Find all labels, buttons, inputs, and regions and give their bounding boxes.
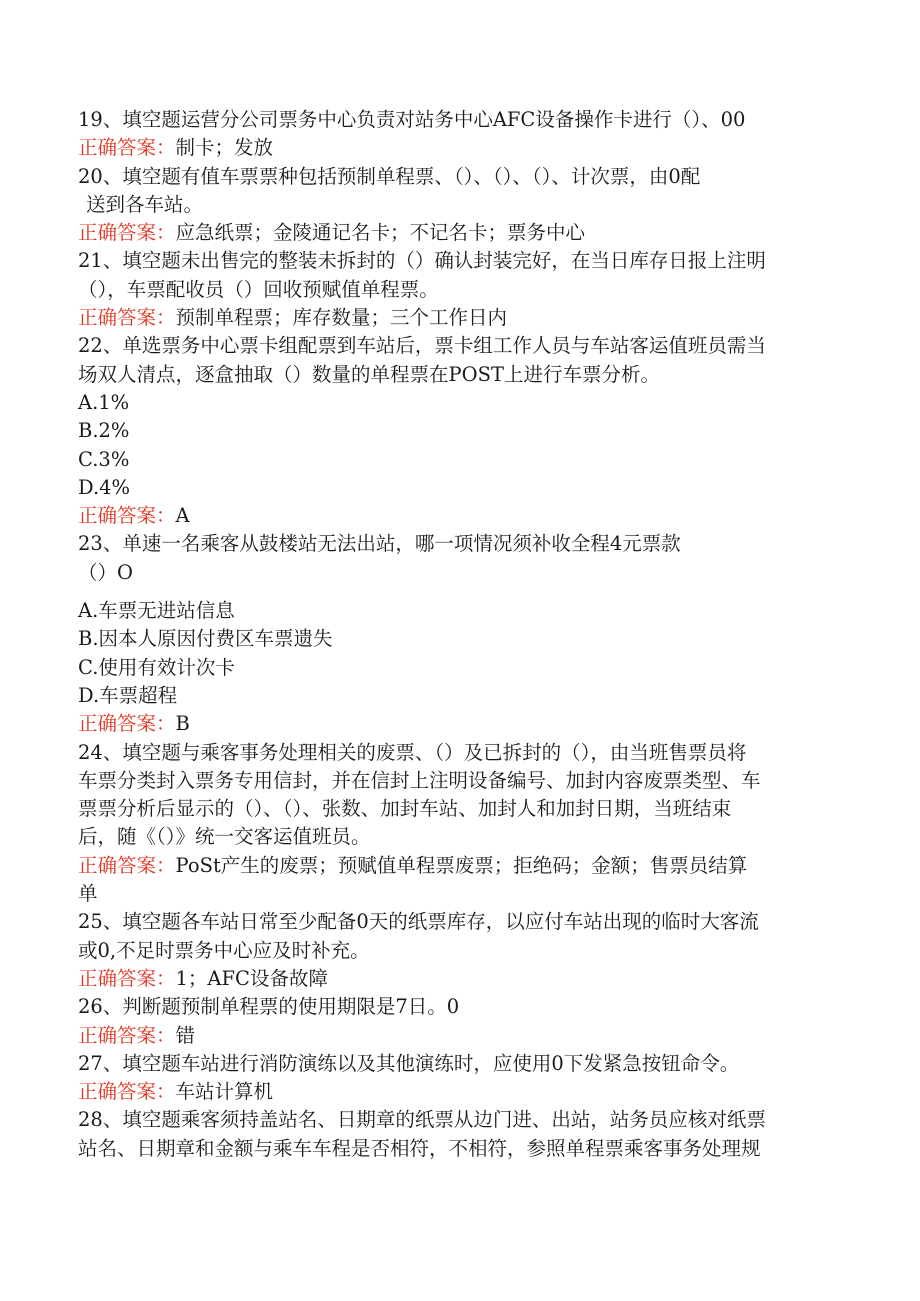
answer-option: D.4%	[78, 475, 131, 499]
correct-answer-label: 正确答案：	[78, 136, 176, 160]
correct-answer-value: 制卡；发放	[175, 136, 274, 160]
question-text: 24、填空题与乘客事务处理相关的废票、（）及已拆封的（），由当班售票员将	[78, 740, 747, 764]
question-text: 19、填空题运营分公司票务中心负责对站务中心AFC设备操作卡进行（）、00	[78, 108, 746, 131]
correct-answer-value: A	[175, 504, 190, 528]
question-block	[78, 247, 838, 332]
question-text-continued: 场双人清点，逐盒抽取（）数量的单程票在POST上进行车票分析。	[78, 362, 660, 386]
correct-answer	[78, 502, 838, 530]
question-block	[78, 163, 838, 248]
correct-answer-label: 正确答案：	[78, 853, 176, 877]
spacer	[78, 587, 838, 597]
answer-option: D.车票超程	[78, 683, 178, 707]
answer-option: C.使用有效计次卡	[78, 655, 235, 679]
correct-answer	[78, 852, 838, 880]
answer-option: C.3%	[78, 447, 130, 471]
correct-answer-label: 正确答案：	[78, 1023, 176, 1047]
question-text-continued: 后，随《（）》统一交客运值班员。	[78, 825, 371, 849]
question-text-continued: 或0,不足时票务中心应及时补充。	[78, 938, 370, 962]
question-text: 26、判断题预制单程票的使用期限是7日。0	[78, 995, 460, 1019]
question-text: 27、填空题车站进行消防演练以及其他演练时，应使用0下发紧急按钮命令。	[78, 1051, 740, 1075]
question-text: 22、单选票务中心票卡组配票到车站后，票卡组工作人员与车站客运值班员需当	[78, 334, 766, 358]
correct-answer-value: 应急纸票；金陵通记名卡；不记名卡；票务中心	[175, 221, 586, 245]
question-text-continued: （），车票配收员（）回收预赋值单程票。	[78, 277, 439, 301]
answer-option: B.2%	[78, 419, 130, 443]
correct-answer	[78, 219, 838, 247]
question-block	[78, 106, 838, 163]
correct-answer	[78, 710, 838, 738]
question-text: 28、填空题乘客须持盖站名、日期章的纸票从边门进、出站，站务员应核对纸票	[78, 1108, 766, 1132]
correct-answer	[78, 1022, 838, 1050]
question-block	[78, 908, 838, 993]
question-text-continued: 车票分类封入票务专用信封，并在信封上注明设备编号、加封内容废票类型、车	[78, 768, 761, 792]
answer-option: B.因本人原因付费区车票遗失	[78, 627, 333, 651]
correct-answer-label: 正确答案：	[78, 712, 176, 736]
question-text-continued: 送到各车站。	[86, 192, 204, 216]
correct-answer-value: 单	[78, 882, 98, 906]
correct-answer-label: 正确答案：	[78, 966, 176, 990]
correct-answer-label: 正确答案：	[78, 504, 176, 528]
correct-answer	[78, 304, 838, 332]
question-text: 23、单速一名乘客从鼓楼站无法出站，哪一项情况须补收全程4元票款	[78, 532, 681, 556]
question-text-continued: 站名、日期章和金额与乘车车程是否相符，不相符，参照单程票乘客事务处理规	[78, 1136, 761, 1160]
question-text-continued: 票票分析后显示的（）、（）、张数、加封车站、加封人和加封日期，当班结束	[78, 797, 732, 821]
question-block	[78, 530, 838, 738]
answer-option: A.1%	[78, 390, 130, 414]
correct-answer-value: 错	[175, 1023, 196, 1047]
question-text: 25、填空题各车站日常至少配备0天的纸票库存，以应付车站出现的临时大客流	[78, 910, 759, 934]
question-block	[78, 1050, 838, 1107]
question-block	[78, 739, 838, 909]
answer-option: A.车票无进站信息	[78, 599, 235, 623]
correct-answer-value: B	[175, 712, 190, 736]
question-text-continued: （）O	[78, 560, 133, 584]
correct-answer-value: 车站计算机	[175, 1080, 274, 1104]
correct-answer-label: 正确答案：	[78, 221, 176, 245]
correct-answer-value: 预制单程票；库存数量；三个工作日内	[175, 306, 508, 330]
question-text: 21、填空题未出售完的整装未拆封的（）确认封装完好，在当日库存日报上注明	[78, 249, 766, 273]
question-list	[78, 106, 838, 1163]
question-block	[78, 1106, 838, 1163]
correct-answer-value: 1；AFC设备故障	[175, 966, 328, 990]
correct-answer-continued	[78, 880, 838, 908]
correct-answer	[78, 1078, 838, 1106]
question-block	[78, 993, 838, 1050]
correct-answer-value: PoSt产生的废票；预赋值单程票废票；拒绝码；金额；售票员结算	[175, 853, 748, 877]
correct-answer	[78, 965, 838, 993]
question-block	[78, 332, 838, 530]
correct-answer-label: 正确答案：	[78, 1080, 176, 1104]
question-text: 20、填空题有值车票票种包括预制单程票、（）、（）、（）、计次票，由0配	[78, 164, 701, 188]
correct-answer	[78, 134, 838, 162]
correct-answer-label: 正确答案：	[78, 306, 176, 330]
